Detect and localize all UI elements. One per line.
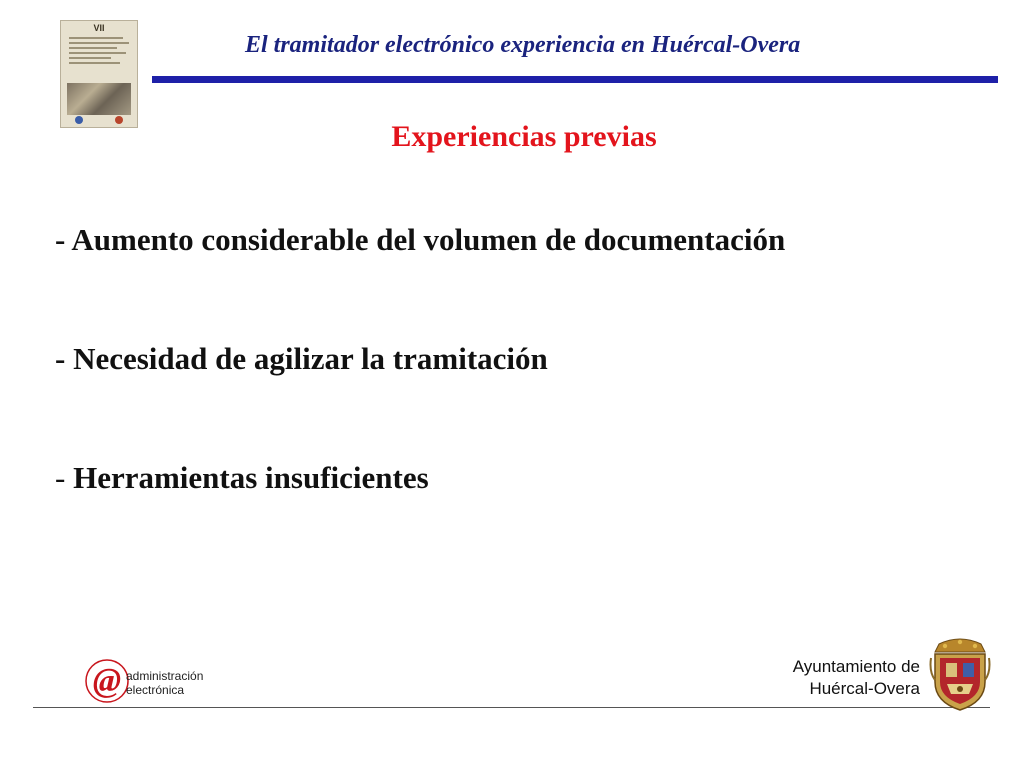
- bullet-item: [55, 341, 548, 377]
- thumbnail-text-lines: [69, 37, 129, 67]
- footer-divider: [33, 707, 990, 708]
- thumbnail-heading: VII: [93, 23, 105, 33]
- bullet-text: Aumento considerable del volumen de documentación: [71, 222, 786, 257]
- at-sign-logo: [84, 658, 130, 704]
- administracion-electronica-logo: [84, 658, 234, 704]
- org-line-1: Ayuntamiento de: [792, 657, 920, 676]
- bullet-dash: -: [55, 341, 74, 376]
- section-title: Experiencias previas: [391, 120, 657, 153]
- logo-line-2: electrónica: [126, 683, 185, 697]
- bullet-dash: -: [55, 222, 72, 257]
- logo-symbol: @: [92, 662, 122, 699]
- org-line-2: Huércal-Overa: [809, 679, 920, 698]
- coat-of-arms-icon: [929, 636, 991, 712]
- presentation-title: El tramitador electrónico experiencia en Huércal-Overa: [245, 32, 801, 58]
- thumbnail-photo: [67, 83, 131, 115]
- organization-name: [793, 656, 920, 700]
- bullet-item: [55, 460, 429, 496]
- logo-line-1: administración: [126, 669, 204, 683]
- header-divider: [152, 76, 998, 83]
- bullet-text: Necesidad de agilizar la tramitación: [73, 341, 548, 376]
- bullet-text: Herramientas insuficientes: [73, 460, 429, 495]
- bullet-dash: -: [55, 460, 74, 495]
- conference-thumbnail: [60, 20, 138, 128]
- bullet-item: [55, 222, 785, 258]
